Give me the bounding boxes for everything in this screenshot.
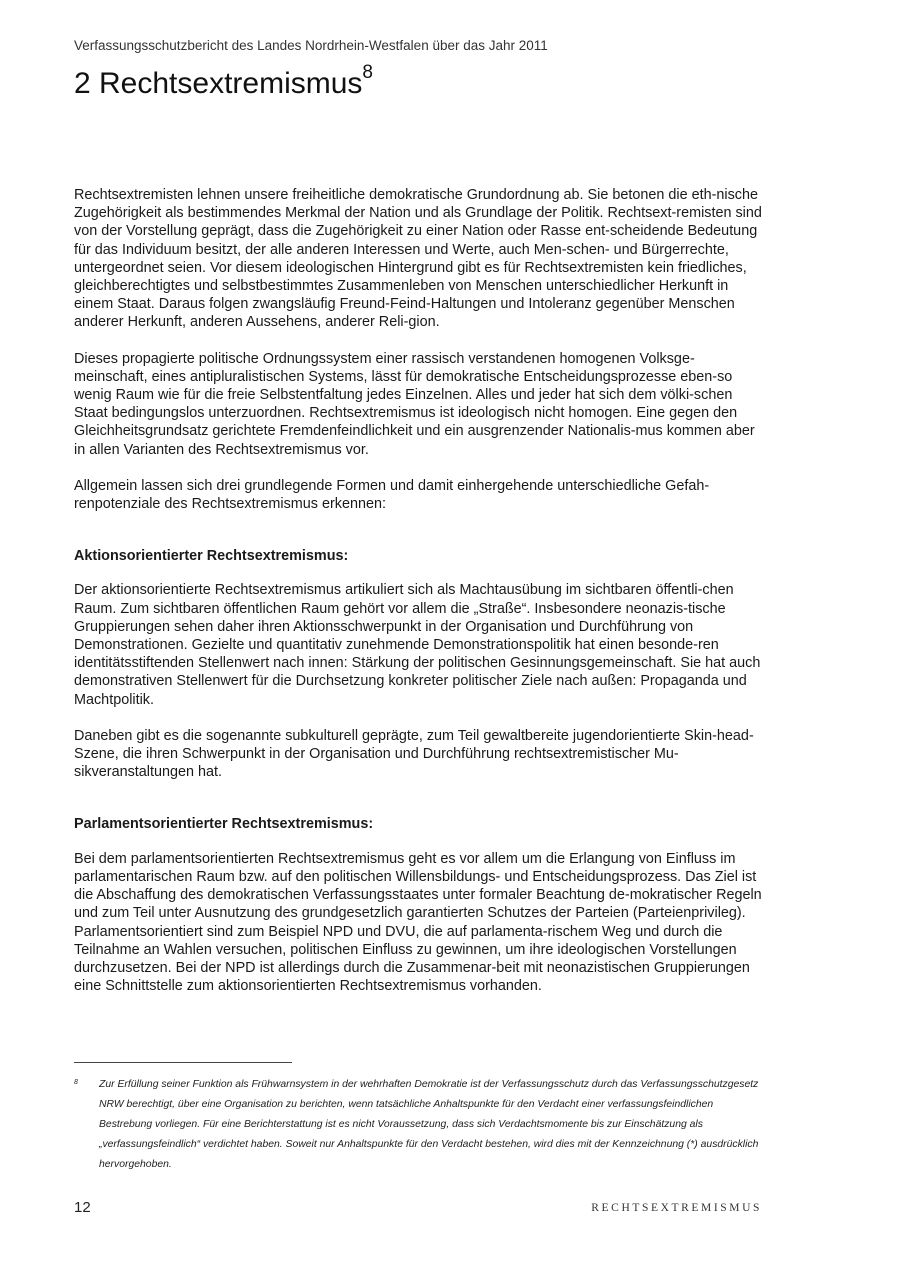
page-number: 12 — [74, 1199, 91, 1216]
footnote — [74, 1075, 762, 1175]
chapter-title-text: 2 Rechtsextremismus — [74, 67, 363, 100]
paragraph-skinhead: Daneben gibt es die sogenannte subkulturell geprägte, zum Teil gewaltbereite jugendorientierte Skin-head-Szene, die ihren Schwerpunkt in der Organisation und Durchführung rechtsextremistischer Mu-sikveranstaltungen hat. — [74, 727, 754, 781]
paragraph-ordnungssystem: Dieses propagierte politische Ordnungssystem einer rassisch verstandenen homogenen Volksge-meinschaft, eines antipluralistischen Systems, lässt für demokratische Entscheidungsprozesse eben-so wenig Raum wie für die freie Selbstentfaltung jedes Einzelnen. Alles und jeder hat sich dem völki-schen Staat bedingungslos unterzuordnen. Rechtsextremismus ist ideologisch nicht homogen. Eine gegen den Gleichheitsgrundsatz gerichtete Fremdenfeindlichkeit und ein ausgrenzender Nationalis-mus kommen aber in allen Varianten des Rechtsextremismus vor. — [74, 350, 755, 458]
footnote-text: Zur Erfüllung seiner Funktion als Frühwarnsystem in der wehrhaften Demokratie ist der Verfassungsschutz durch das Verfassungsschutzgesetz NRW berechtigt, über eine Organisation zu berichten, wenn tatsächliche Anhaltspunkte für den Verdacht einer verfassungsfeindlichen Bestrebung vorliegen. Für eine Berichterstattung ist es nicht Voraussetzung, dass sich Verdachtsmomente bis zur Einschätzung als „verfassungsfeindlich“ verdichtet haben. Soweit nur Anhaltspunkte für den Verdacht bestehen, wird dies mit der Kennzeichnung (*) ausdrücklich hervorgehoben. — [99, 1079, 759, 1170]
body-text — [74, 186, 762, 995]
heading-parlamentsorientiert: Parlamentsorientierter Rechtsextremismus: — [74, 816, 374, 833]
paragraph-aktionsorientiert: Der aktionsorientierte Rechtsextremismus artikuliert sich als Machtausübung im sichtbaren öffentli-chen Raum. Zum sichtbaren öffentlichen Raum gehört vor allem die „Straße“. Insbesondere neonazis-tische Gruppierungen sehen daher ihren Aktionsschwerpunkt in der Organisation und Durchführung von Demonstrationen. Gezielte und quantitativ zunehmende Demonstrationspolitik hat einen besonde-ren identitätsstiftenden Stellenwert nach innen: Stärkung der politischen Gesinnungsgemeinschaft. Sie hat auch demonstrativen Stellenwert für die Durchsetzung konkreter politischer Ziele nach außen: Propaganda und Machtpolitik. — [74, 582, 761, 708]
footnote-mark: 8 — [74, 1079, 78, 1086]
running-footer: RECHTSEXTREMISMUS — [591, 1202, 762, 1214]
paragraph-intro: Rechtsextremisten lehnen unsere freiheitliche demokratische Grundordnung ab. Sie betonen die eth-nische Zugehörigkeit als bestimmendes Merkmal der Nation und als Grundlage der Politik. Rechtsext-remisten sind von der Vorstellung geprägt, dass die Zugehörigkeit zu einer Nation oder Rasse ent-scheidende Bedeutung für das Individuum besitzt, der alle anderen Interessen und Werte, auch Men-schen- und Bürgerrechte, untergeordnet seien. Vor diesem ideologischen Hintergrund gibt es für Rechtsextremisten kein friedliches, gleichberechtigtes und selbstbestimmtes Zusammenleben von Menschen unterschiedlicher Herkunft in einem Staat. Daraus folgen zwangsläufig Freund-Feind-Haltungen und Intoleranz gegenüber Menschen anderer Herkunft, anderen Aussehens, anderer Reli-gion. — [74, 187, 762, 331]
footnote-reference[interactable]: 8 — [362, 62, 373, 83]
footnote-divider — [74, 1062, 292, 1063]
paragraph-parlamentsorientiert: Bei dem parlamentsorientierten Rechtsextremismus geht es vor allem um die Erlangung von Einfluss im parlamentarischen Raum bzw. auf den politischen Willensbildungs- und Entscheidungsprozess. Das Ziel ist die Abschaffung des demokratischen Verfassungsstaates unter formaler Beachtung de-mokratischer Regeln und zum Teil unter Ausnutzung des grundgesetzlich garantierten Schutzes der Parteien (Parteienprivileg). Parlamentsorientiert sind zum Beispiel NPD und DVU, die auf parlamenta-rischem Weg und durch die Teilnahme an Wahlen versuchen, politischen Einfluss zu gewinnen, um ihre ideologischen Vorstellungen durchzusetzen. Bei der NPD ist allerdings durch die Zusammenar-beit mit neonazistischen Gruppierungen eine Schnittstelle zum aktionsorientierten Rechtsextremismus vorhanden. — [74, 850, 762, 995]
heading-aktionsorientiert: Aktionsorientierter Rechtsextremismus: — [74, 548, 349, 565]
running-header: Verfassungsschutzbericht des Landes Nordrhein-Westfalen über das Jahr 2011 — [74, 38, 548, 53]
paragraph-formen: Allgemein lassen sich drei grundlegende Formen und damit einhergehende unterschiedliche Gefah-renpotenziale des Rechtsextremismus erkennen: — [74, 477, 710, 513]
chapter-title — [74, 62, 373, 101]
